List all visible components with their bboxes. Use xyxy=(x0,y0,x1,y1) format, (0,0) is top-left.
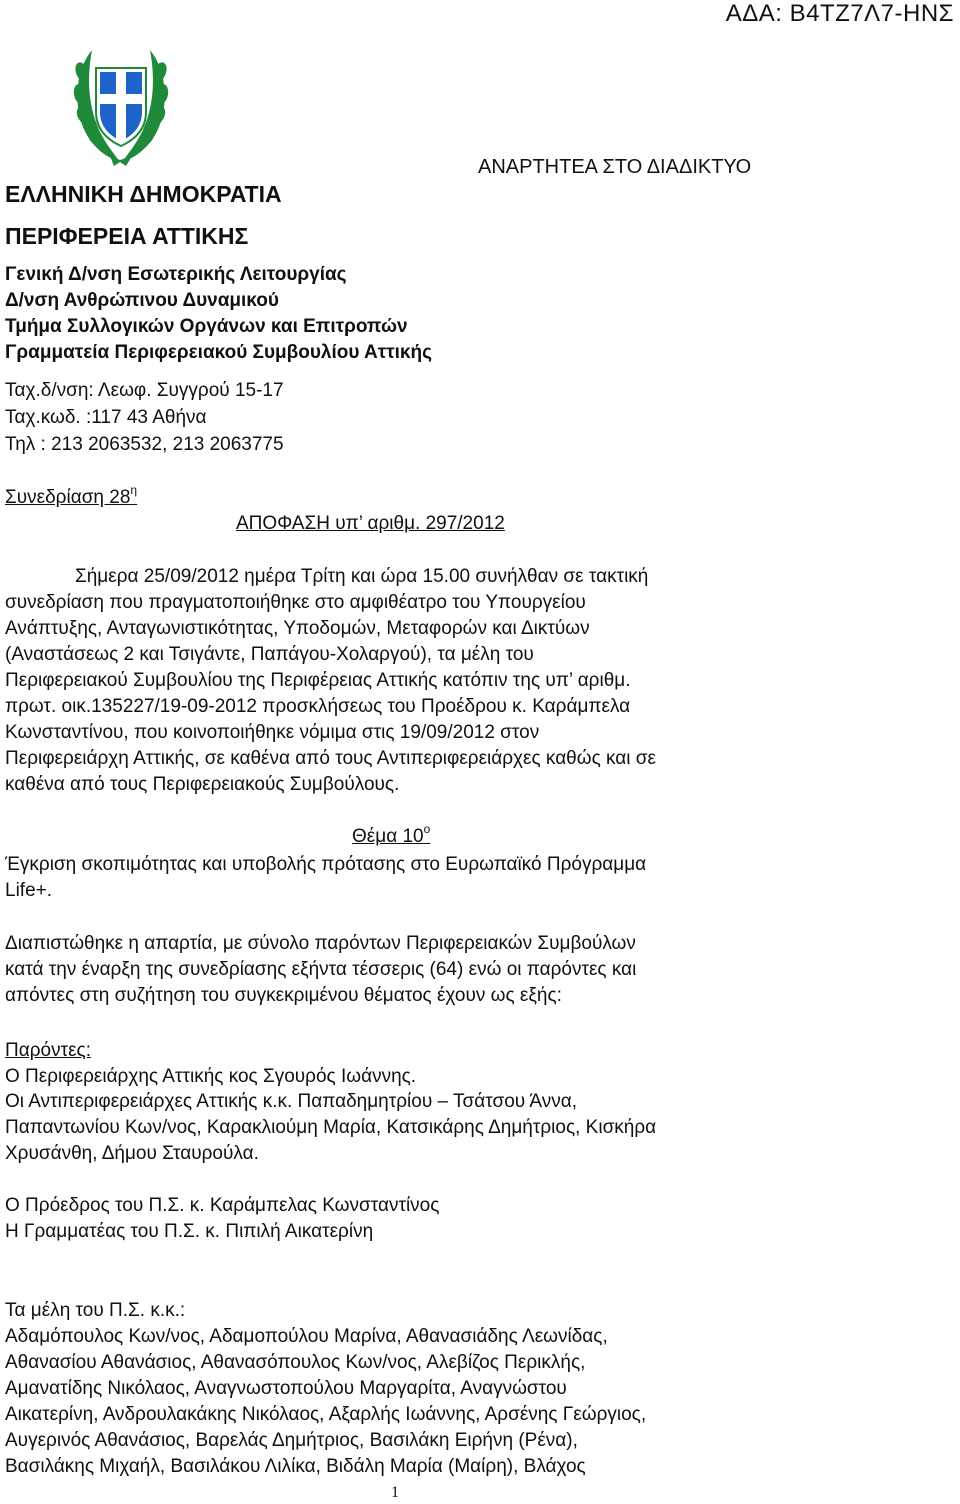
region-heading: ΠΕΡΙΦΕΡΕΙΑ ΑΤΤΙΚΗΣ xyxy=(5,223,249,249)
text-line: απόντες στη συζήτηση του συγκεκριμένου θέματος έχουν ως εξής: xyxy=(5,985,562,1006)
text-line: κατά την έναρξη της συνεδρίασης εξήντα τέσσερις (64) ενώ οι παρόντες και xyxy=(5,959,637,980)
unit-line: Δ/νση Ανθρώπινου Δυναμικού xyxy=(5,290,279,311)
intro-paragraph xyxy=(5,564,791,798)
text-line: Οι Αντιπεριφερειάρχες Αττικής κ.κ. Παπαδημητρίου – Τσάτσου Άννα, xyxy=(5,1091,577,1112)
text-line: Χρυσάνθη, Δήμου Σταυρούλα. xyxy=(5,1143,259,1164)
quorum-paragraph xyxy=(5,931,791,1009)
unit-line: Γενική Δ/νση Εσωτερικής Λειτουργίας xyxy=(5,264,347,285)
ada-code: ΑΔΑ: Β4ΤΖ7Λ7-ΗΝΣ xyxy=(725,0,954,27)
text-line: Διαπιστώθηκε η απαρτία, με σύνολο παρόντων Περιφερειακών Συμβούλων xyxy=(5,933,636,954)
unit-line: Τμήμα Συλλογικών Οργάνων και Επιτροπών xyxy=(5,316,408,337)
address-line: Ταχ.δ/νση: Λεωφ. Συγγρού 15-17 xyxy=(5,380,284,401)
text-line: Περιφερειάρχη Αττικής, σε καθένα από τους Αντιπεριφερειάρχες καθώς και σε xyxy=(5,748,656,769)
greek-emblem-logo xyxy=(70,42,172,170)
text-line: καθένα από τους Περιφερειακούς Συμβούλους. xyxy=(5,774,400,795)
governor-line: Ο Περιφερειάρχης Αττικής κος Σγουρός Ιωάννης. xyxy=(5,1066,417,1087)
text-line: Αικατερίνη, Ανδρουλακάκης Νικόλαος, Αξαρλής Ιωάννης, Αρσένης Γεώργιος, xyxy=(5,1404,647,1425)
text-line: Κωνσταντίνου, που κοινοποιήθηκε νόμιμα στις 19/09/2012 στον xyxy=(5,722,540,743)
republic-heading: ΕΛΛΗΝΙΚΗ ΔΗΜΟΚΡΑΤΙΑ xyxy=(5,181,282,207)
text-line: Σήμερα 25/09/2012 ημέρα Τρίτη και ώρα 15.00 συνήλθαν σε τακτική xyxy=(75,566,649,587)
postcode-line: Ταχ.κωδ. :117 43 Αθήνα xyxy=(5,407,207,428)
text-line: Αδαμόπουλος Κων/νος, Αδαμοπούλου Μαρίνα, Αθανασιάδης Λεωνίδας, xyxy=(5,1326,608,1347)
deputies-paragraph xyxy=(5,1089,791,1167)
secretary-line: Η Γραμματέας του Π.Σ. κ. Πιπιλή Αικατερίνη xyxy=(5,1221,374,1242)
text-line: Life+. xyxy=(5,880,53,901)
decision-number: ΑΠΟΦΑΣΗ υπ’ αριθμ. 297/2012 xyxy=(236,513,505,534)
president-line: Ο Πρόεδρος του Π.Σ. κ. Καράμπελας Κωνσταντίνος xyxy=(5,1195,440,1216)
text-line: Αυγερινός Αθανάσιος, Βαρελάς Δημήτριος, Βασιλάκη Ειρήνη (Ρένα), xyxy=(5,1430,578,1451)
text-line: Έγκριση σκοπιμότητας και υποβολής πρότασης στο Ευρωπαϊκό Πρόγραμμα xyxy=(5,854,647,875)
topic-heading: Θέμα $10^o$ xyxy=(352,822,431,847)
text-line: Ανάπτυξης, Ανταγωνιστικότητας, Υποδομών, Μεταφορών και Δικτύων xyxy=(5,618,590,639)
publish-notice: ΑΝΑΡΤΗΤΕΑ ΣΤΟ ΔΙΑΔΙΚΤΥΟ xyxy=(478,156,752,178)
text-line: Αθανασίου Αθανάσιος, Αθανασόπουλος Κων/νος, Αλεβίζος Περικλής, xyxy=(5,1352,586,1373)
page-number: 1 xyxy=(391,1484,399,1501)
present-heading: Παρόντες: xyxy=(5,1040,91,1061)
text-line: πρωτ. οικ.135227/19-09-2012 προσκλήσεως του Προέδρου κ. Καράμπελα xyxy=(5,696,631,717)
text-line: Περιφερειακού Συμβουλίου της Περιφέρειας Αττικής κατόπιν της υπ’ αριθμ. xyxy=(5,670,631,691)
members-heading: Τα μέλη του Π.Σ. κ.κ.: xyxy=(5,1300,186,1321)
text-line: Παπαντωνίου Κων/νος, Καρακλιούμη Μαρία, Κατσικάρης Δημήτριος, Κισκήρα xyxy=(5,1117,657,1138)
unit-line: Γραμματεία Περιφερειακού Συμβουλίου Αττικής xyxy=(5,342,433,363)
text-line: συνεδρίαση που πραγματοποιήθηκε στο αμφιθέατρο του Υπουργείου xyxy=(5,592,586,613)
session-label: Συνεδρίαση $28^\eta$ xyxy=(5,483,138,508)
members-paragraph xyxy=(5,1324,791,1480)
text-line: Βασιλάκης Μιχαήλ, Βασιλάκου Λιλίκα, Βιδάλη Μαρία (Μαίρη), Βλάχος xyxy=(5,1456,586,1477)
text-line: (Αναστάσεως 2 και Τσιγάντε, Παπάγου-Χολαργού), τα μέλη του xyxy=(5,644,534,665)
text-line: Αμανατίδης Νικόλαος, Αναγνωστοπούλου Μαργαρίτα, Αναγνώστου xyxy=(5,1378,567,1399)
phone-line: Τηλ : 213 2063532, 213 2063775 xyxy=(5,434,284,455)
topic-title xyxy=(5,852,791,904)
